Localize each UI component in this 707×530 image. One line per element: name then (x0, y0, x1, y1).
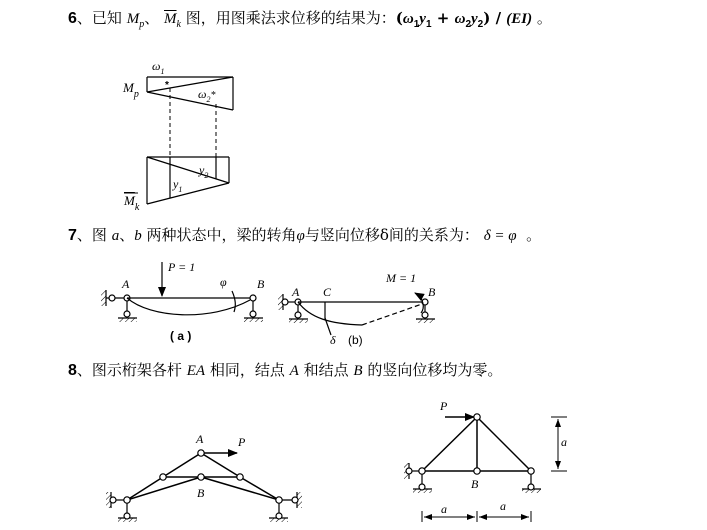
mk-diagram (147, 157, 229, 204)
dim-height-label: a (561, 435, 567, 449)
node-a-label: A (196, 432, 204, 446)
omega2-label: $\omega_2^*$ (198, 87, 216, 104)
node-b-right-label: B (471, 477, 479, 491)
y2-label: $y_2$ (199, 163, 209, 180)
result-formula: $(\omega_1y_1 + \omega_2y_2) / (EI)$ (395, 9, 533, 30)
load-p-right: P (440, 399, 448, 413)
load-p1: P = 1 (168, 260, 196, 274)
omega1-label: $\omega_1$ (152, 59, 165, 76)
label-a-b: A (292, 285, 300, 299)
question-number: 6 (68, 10, 77, 27)
question-7: 7、图 a、b 两种状态中，梁的转角φ与竖向位移δ间的关系为： δ = φ 。 (68, 226, 542, 244)
question-8: 8、图示桁架各杆 EA 相同，结点 A 和结点 B 的竖向位移均为零。 (68, 361, 503, 379)
label-b-b: B (428, 285, 436, 299)
centroid-star-1: * (165, 80, 169, 91)
question-number: 7 (68, 227, 77, 244)
dim-a2-label: a (500, 499, 506, 513)
load-p-left: P (238, 435, 246, 449)
delta-label: δ (330, 333, 336, 347)
truss-left-nodes (110, 450, 298, 519)
mp-symbol: M (126, 11, 140, 27)
relation-formula: δ = φ (483, 228, 517, 244)
mp-label: $M_p$ (123, 80, 139, 100)
y1-label: $y_1$ (173, 177, 183, 194)
phi-label: φ (220, 275, 227, 289)
question-number: 8 (68, 362, 77, 379)
dim-a1-label: a (441, 502, 447, 516)
label-a-a: A (122, 277, 130, 291)
caption-a: ( a ) (170, 329, 192, 343)
beam-b (278, 293, 435, 335)
caption-b: (b) (348, 333, 363, 347)
node-b-label: B (197, 486, 205, 500)
moment-m1: M = 1 (386, 271, 417, 285)
label-c-b: C (323, 285, 332, 299)
mp-diagram (147, 77, 233, 110)
label-b-a: B (257, 277, 265, 291)
mk-symbol: $\overline{M}$ (164, 11, 177, 27)
question-6: 6、已知 $M_p$、 $\overline{M}_k$ 图，用图乘法求位移的结果为：$(\omega_1y_1 + \omega_2y_2) / (EI)$ 。 (68, 9, 552, 30)
mk-label: $M_k$ (124, 193, 140, 213)
